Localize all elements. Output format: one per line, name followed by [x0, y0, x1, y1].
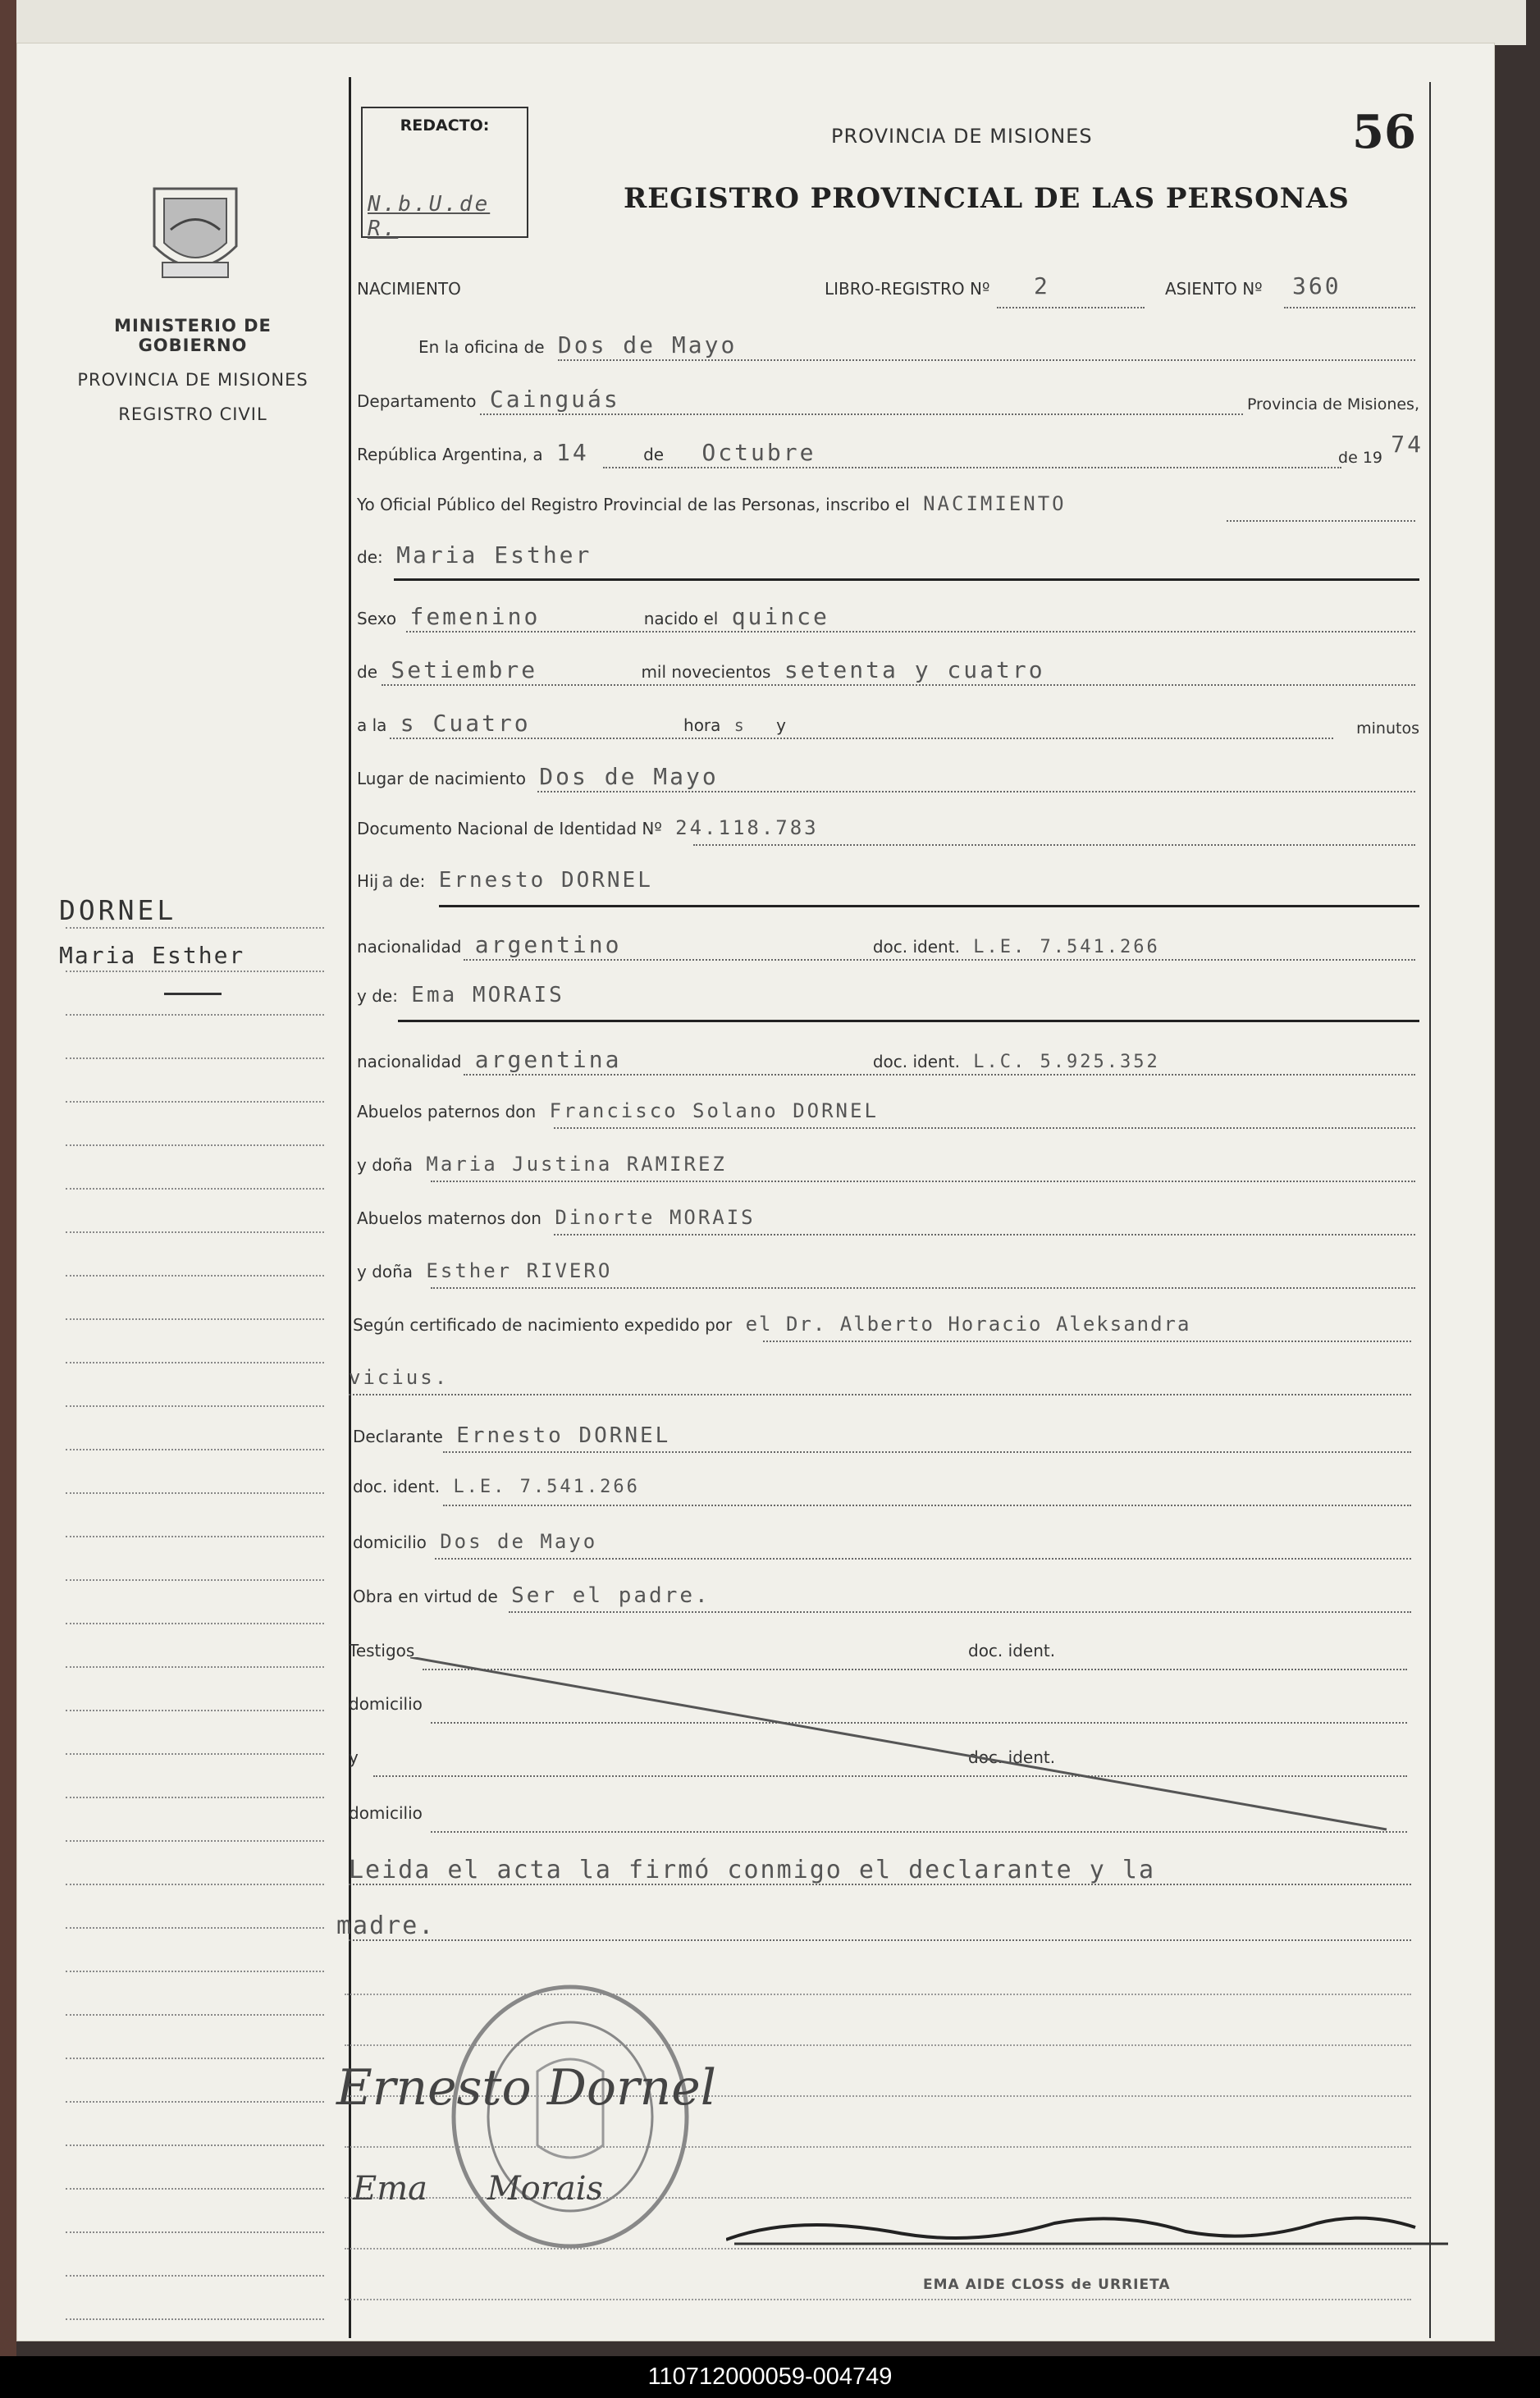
left-ruled-line — [66, 2101, 324, 2103]
row-mes-nac — [357, 656, 1423, 689]
strike-line — [410, 1657, 1395, 1838]
anio-value: 74 — [1391, 431, 1423, 458]
left-ruled-line — [66, 1927, 324, 1929]
row-abuela-pat — [357, 1153, 1423, 1185]
margin-surname: DORNEL — [59, 894, 177, 926]
ab-pat-label: Abuelos paternos don — [357, 1102, 537, 1121]
left-ruled-line — [66, 1318, 324, 1320]
left-ruled-line — [66, 1492, 324, 1494]
row-oficina — [357, 331, 1423, 364]
row-nac-padre — [357, 931, 1423, 964]
nac-madre-value: argentina — [474, 1046, 622, 1073]
mes-nac-value: Setiembre — [391, 656, 538, 683]
oficial-label: Yo Oficial Público del Registro Provincial de las Personas, inscribo el — [357, 495, 910, 514]
ab-mat-value: Dinorte MORAIS — [555, 1206, 756, 1229]
doc-madre-value: L.C. 5.925.352 — [973, 1052, 1160, 1072]
cert-value: el Dr. Alberto Horacio Aleksandra — [745, 1313, 1191, 1336]
libro-value: 2 — [1034, 272, 1050, 299]
de-label-3: de — [357, 662, 377, 682]
cert-value-2: vicius. — [349, 1366, 450, 1389]
padre-signature: Ernesto Dornel — [336, 2059, 716, 2117]
hij-de: de: — [399, 871, 426, 891]
page-edge — [16, 0, 1526, 45]
minutos-label: minutos — [1356, 719, 1419, 738]
departamento-label: Departamento — [357, 391, 477, 411]
docdecl-value: L.E. 7.541.266 — [453, 1477, 640, 1497]
obra-label: Obra en virtud de — [353, 1587, 498, 1606]
left-ruled-line — [66, 1797, 324, 1798]
docdecl-label: doc. ident. — [353, 1477, 441, 1496]
oficina-label: En la oficina de — [418, 337, 545, 357]
lugar-value: Dos de Mayo — [539, 763, 719, 790]
libro-label: LIBRO-REGISTRO Nº — [825, 279, 990, 299]
row-abuela-mat — [357, 1259, 1423, 1292]
horas-label: hora — [683, 715, 721, 735]
nacido-label: nacido el — [643, 609, 719, 628]
left-ruled-line — [66, 1275, 324, 1277]
left-header — [57, 164, 328, 424]
row-abuelos-pat — [357, 1099, 1423, 1132]
page-number: 56 — [1352, 105, 1416, 159]
left-ruled-line — [66, 1231, 324, 1233]
officer-stamp — [923, 2274, 1171, 2295]
anio-nac-value: setenta y cuatro — [784, 656, 1045, 683]
row-lugar — [357, 763, 1423, 796]
officer-stamp-name: EMA AIDE CLOSS de URRIETA — [923, 2277, 1171, 2293]
left-ruled-line — [66, 1840, 324, 1842]
hora-value: s Cuatro — [400, 710, 531, 737]
yde-label: y de: — [357, 986, 398, 1006]
dia-value: 14 — [555, 439, 589, 466]
t-y-label: y — [349, 1747, 359, 1767]
ministry-label: MINISTERIO DE GOBIERNO — [114, 316, 272, 355]
domicilio-value: Dos de Mayo — [440, 1530, 598, 1553]
row-oficial — [357, 492, 1423, 525]
leida-line-2: madre. — [336, 1912, 436, 1940]
ab-mat-label: Abuelos maternos don — [357, 1208, 542, 1228]
republica-label: República Argentina, a — [357, 445, 543, 464]
t-dom2-label: domicilio — [349, 1803, 423, 1823]
redacto-label: REDACTO: — [400, 116, 490, 135]
book-binding — [0, 0, 16, 2398]
margin-name: Maria Esther — [59, 942, 245, 969]
margin-rule — [349, 77, 351, 2338]
ydona-label-2: y doña — [357, 1262, 414, 1281]
ab-pat-value: Francisco Solano DORNEL — [549, 1099, 879, 1122]
departamento-value: Cainguás — [489, 386, 620, 413]
de19-label: de 19 — [1338, 449, 1382, 467]
redacto-value: N.b.U.de R. — [368, 192, 491, 241]
row-republica — [357, 431, 1423, 472]
row-hora — [357, 710, 1423, 742]
left-ruled-line — [66, 1101, 324, 1103]
row-abuelos-mat — [357, 1206, 1423, 1239]
left-ruled-line — [66, 1057, 324, 1059]
left-ruled-line — [66, 1536, 324, 1537]
left-ruled-line — [66, 1579, 324, 1581]
horas-suffix: s — [733, 715, 747, 735]
lugar-label: Lugar de nacimiento — [357, 769, 526, 788]
ab-mat2-value: Esther RIVERO — [426, 1259, 613, 1282]
left-ruled-line — [66, 1666, 324, 1668]
leida-line-1: Leida el acta la firmó conmigo el declarante y la — [349, 1856, 1156, 1884]
left-ruled-line — [66, 1710, 324, 1711]
row-madre — [357, 983, 1423, 1016]
t-dom-label: domicilio — [349, 1694, 423, 1714]
mes-value: Octubre — [701, 439, 816, 466]
redacto-box — [361, 107, 528, 241]
oficina-value: Dos de Mayo — [557, 331, 738, 359]
row-certificado-2 — [349, 1366, 1415, 1399]
left-ruled-line — [66, 1014, 324, 1016]
row-domicilio — [353, 1530, 1419, 1563]
y-label: y — [776, 715, 787, 735]
registry-seal — [447, 1981, 693, 2252]
left-ruled-line — [66, 1188, 324, 1190]
signature-ruled-line — [345, 2299, 1411, 2300]
left-ruled-line — [66, 971, 324, 972]
left-ruled-line — [66, 2014, 324, 2016]
province-label: PROVINCIA DE MISIONES — [77, 370, 308, 390]
asiento-label: ASIENTO Nº — [1165, 279, 1263, 299]
row-libro — [357, 272, 1423, 312]
oficial-value: NACIMIENTO — [923, 492, 1067, 515]
ala-label: a la — [357, 715, 387, 735]
t-docid2-label: doc. ident. — [968, 1747, 1056, 1767]
nacionalidad-label: nacionalidad — [357, 937, 462, 957]
de-label: de — [643, 445, 665, 464]
left-ruled-line — [66, 2058, 324, 2059]
row-doc-declarante — [353, 1477, 1419, 1510]
margin-underline — [164, 993, 222, 995]
row-departamento — [357, 386, 1423, 418]
registry-title: REGISTRO PROVINCIAL DE LAS PERSONAS — [624, 182, 1350, 215]
sexo-value: femenino — [409, 603, 541, 630]
row-certificado — [353, 1313, 1419, 1345]
de-label-2: de: — [357, 547, 383, 567]
declarante-label: Declarante — [353, 1427, 443, 1446]
left-ruled-line — [66, 2144, 324, 2146]
left-ruled-line — [66, 2318, 324, 2320]
row-hij — [357, 868, 1423, 901]
left-ruled-line — [66, 1884, 324, 1885]
sexo-label: Sexo — [357, 609, 397, 628]
provincia-label: Provincia de Misiones, — [1246, 395, 1419, 413]
madre-signature-name: Morais — [487, 2170, 604, 2208]
left-ruled-line — [66, 2188, 324, 2190]
left-ruled-line — [66, 1753, 324, 1755]
left-ruled-line — [66, 1405, 324, 1407]
row-leida-2 — [336, 1912, 1403, 1944]
doc-padre-value: L.E. 7.541.266 — [973, 937, 1160, 957]
madre-signature-prefix: Ema — [353, 2170, 427, 2208]
row-sexo — [357, 603, 1423, 636]
dni-label: Documento Nacional de Identidad Nº — [357, 819, 662, 838]
ab-pat2-value: Maria Justina RAMIREZ — [426, 1153, 727, 1176]
doc-ident-label: doc. ident. — [872, 937, 960, 957]
nacionalidad-label-2: nacionalidad — [357, 1052, 462, 1071]
nacido-value: quince — [731, 603, 829, 630]
left-ruled-line — [66, 1449, 324, 1450]
document-id-footer: 110712000059-004749 — [0, 2356, 1540, 2398]
asiento-value: 360 — [1292, 272, 1341, 299]
domicilio-label: domicilio — [353, 1532, 427, 1552]
row-declarante — [353, 1423, 1419, 1456]
ydona-label: y doña — [357, 1155, 414, 1175]
left-ruled-line — [66, 1623, 324, 1624]
testigos-label: Testigos — [349, 1641, 415, 1660]
padre-value: Ernesto DORNEL — [438, 868, 653, 893]
row-leida — [349, 1856, 1415, 1889]
obra-value: Ser el padre. — [511, 1583, 711, 1608]
left-ruled-line — [66, 927, 324, 929]
t-docid-label: doc. ident. — [968, 1641, 1056, 1660]
province-heading: PROVINCIA DE MISIONES — [831, 125, 1093, 148]
left-ruled-line — [66, 1971, 324, 1972]
hij-suffix: a — [382, 869, 396, 892]
dni-value: 24.118.783 — [675, 816, 819, 839]
nombre-value: Maria Esther — [396, 541, 592, 569]
mil-label: mil novecientos — [641, 662, 771, 682]
doc-ident-label-2: doc. ident. — [872, 1052, 960, 1071]
madre-value: Ema MORAIS — [411, 983, 564, 1007]
nacimiento-label: NACIMIENTO — [357, 279, 461, 299]
declarante-value: Ernesto DORNEL — [456, 1423, 671, 1448]
row-nac-madre — [357, 1046, 1423, 1079]
nac-padre-value: argentino — [474, 931, 622, 958]
left-ruled-line — [66, 1362, 324, 1363]
right-rule — [1429, 82, 1431, 2338]
left-ruled-line — [66, 1144, 324, 1146]
hij-label: Hij — [357, 871, 379, 891]
left-ruled-line — [66, 2231, 324, 2233]
officer-signature — [726, 2207, 1456, 2256]
cert-label: Según certificado de nacimiento expedido por — [353, 1315, 733, 1335]
registry-label: REGISTRO CIVIL — [118, 404, 267, 424]
row-dni — [357, 816, 1423, 849]
row-nombre — [357, 541, 1423, 574]
madre-signature — [353, 2170, 603, 2208]
left-ruled-line — [66, 2275, 324, 2277]
row-obra — [353, 1583, 1419, 1616]
